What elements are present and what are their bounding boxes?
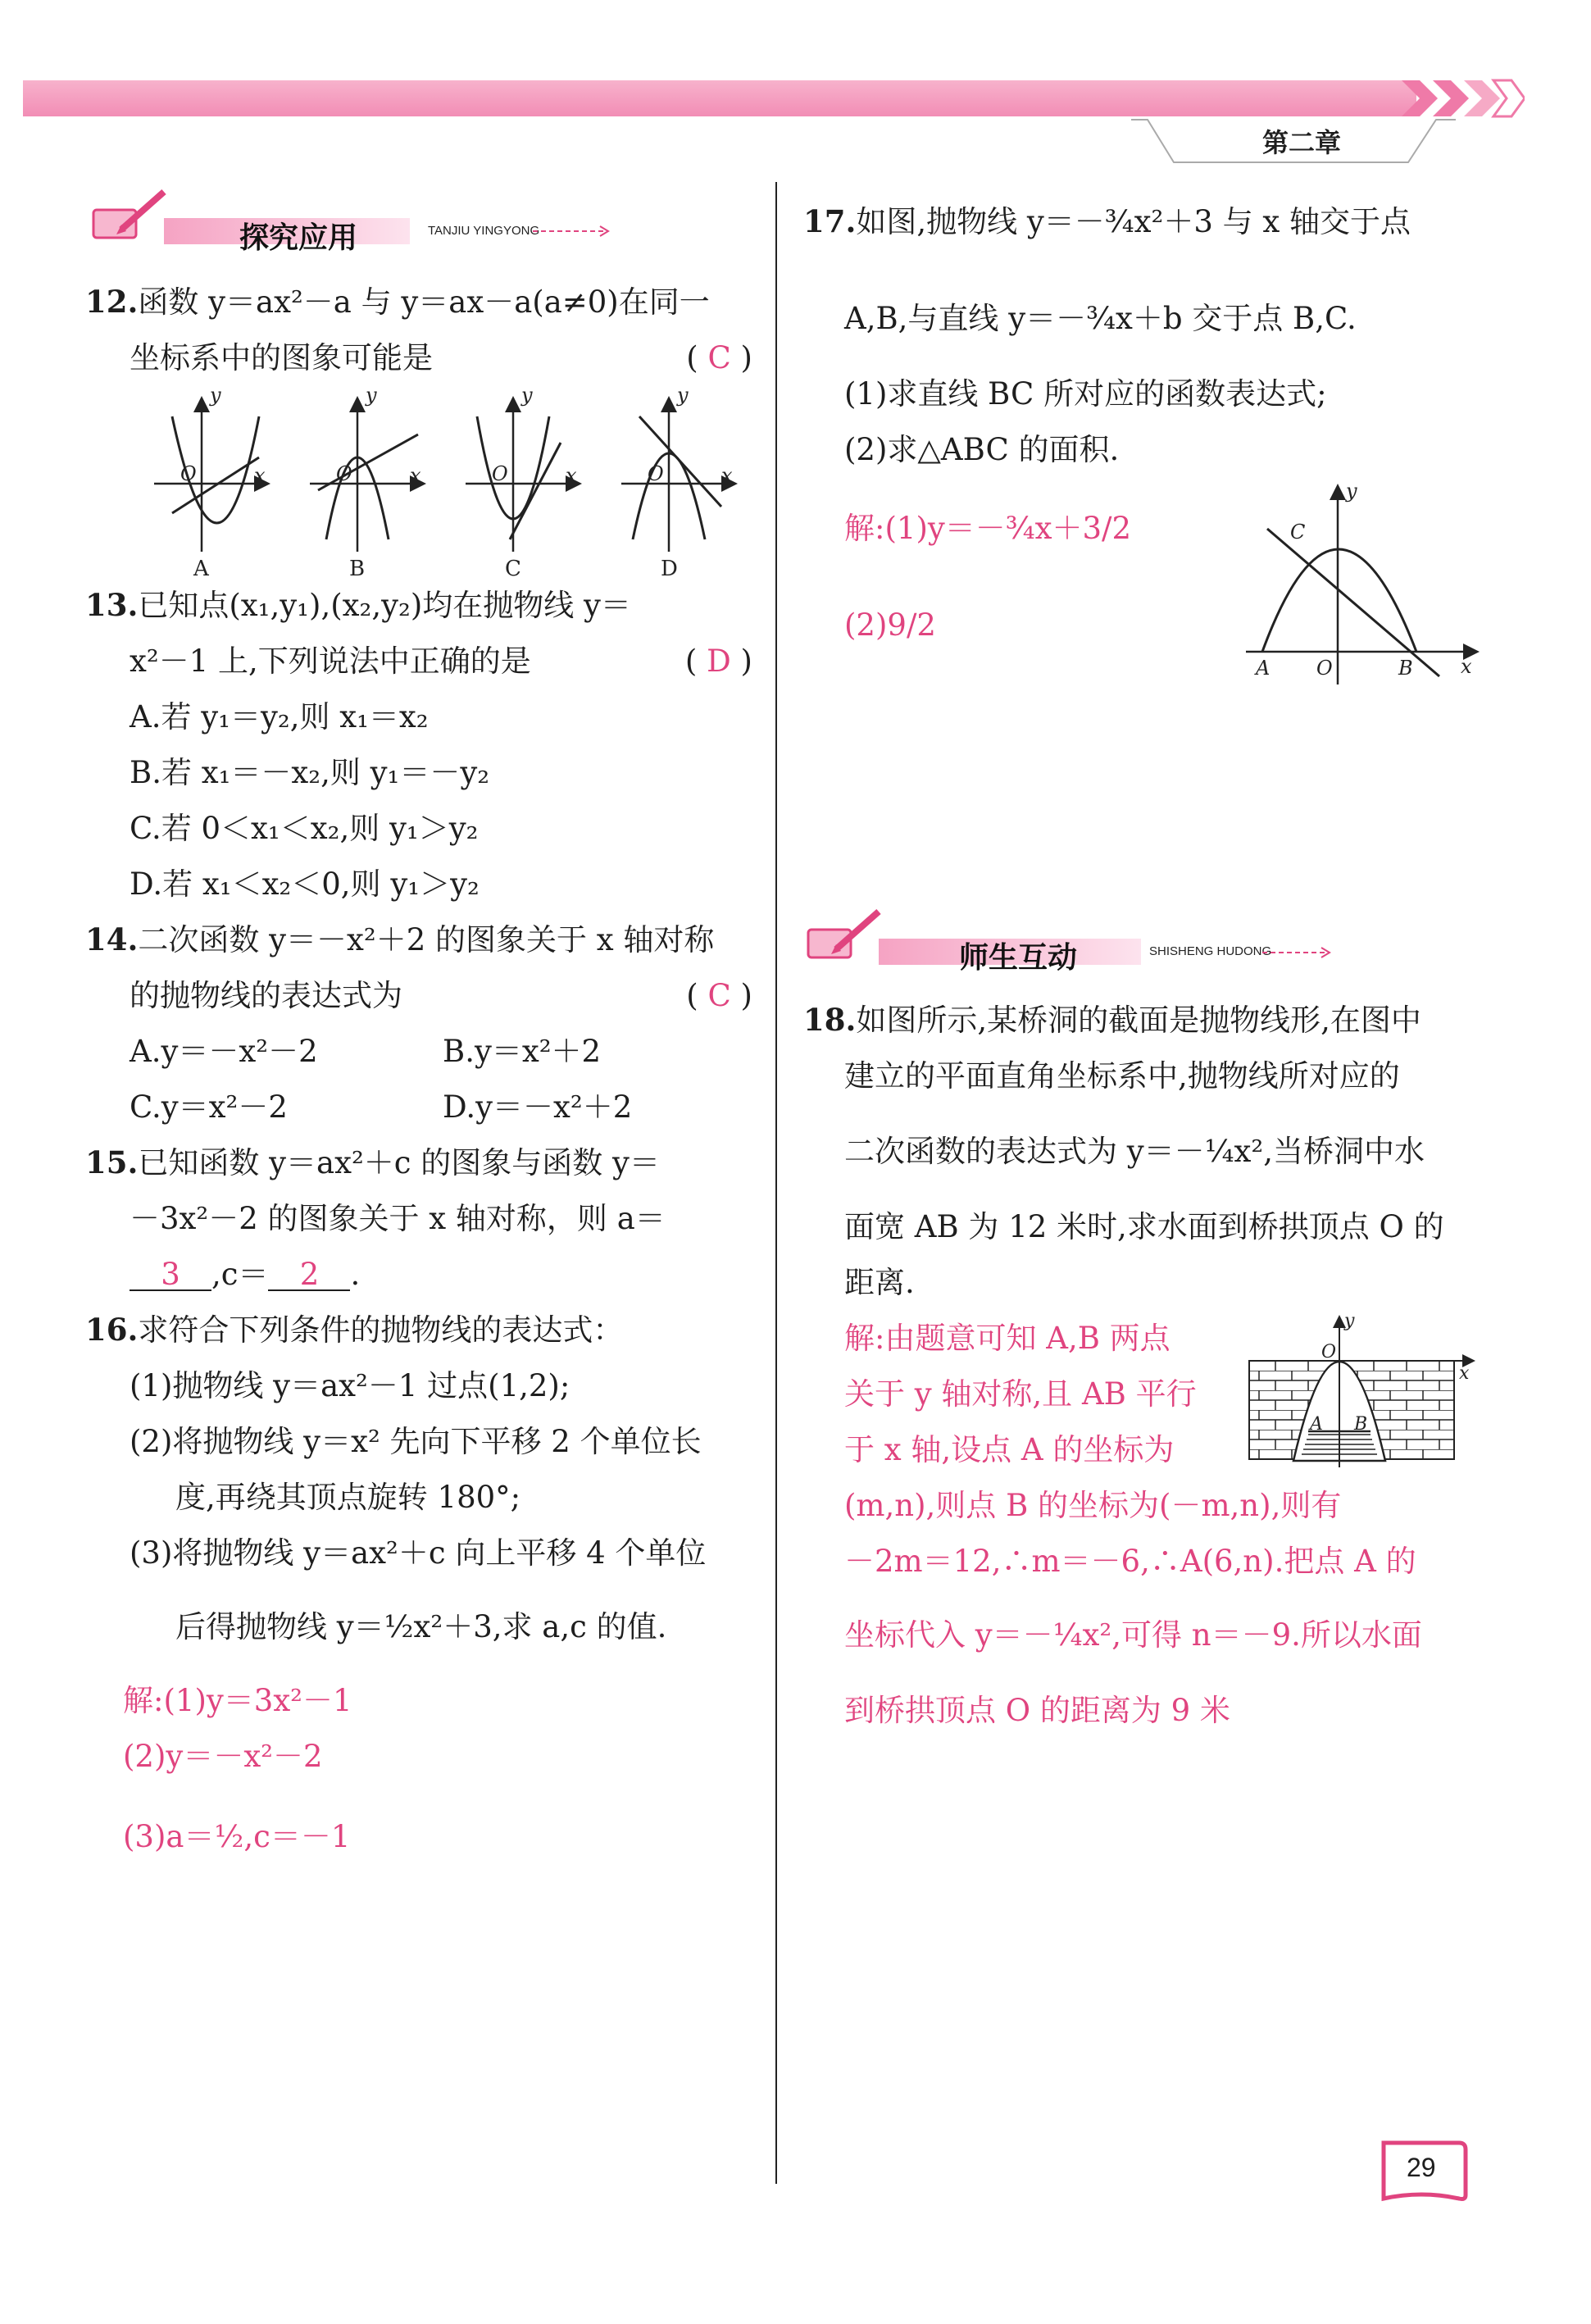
q14-option-a: A.y＝－x²－2 xyxy=(130,1034,318,1069)
q18-bridge-figure xyxy=(1243,1312,1480,1476)
q13-line2: x²－1 上,下列说法中正确的是 ( D ) xyxy=(130,644,752,679)
q15-c-label: ,c＝ xyxy=(211,1257,269,1292)
q12-label-b: B xyxy=(349,557,366,580)
q14-option-c: C.y＝x²－2 xyxy=(130,1089,288,1125)
q18-fig-a: A xyxy=(1310,1414,1323,1435)
q18-solution-3: 于 x 轴,设点 A 的坐标为 xyxy=(844,1432,1175,1467)
q18-solution-6: 坐标代入 y＝－¼x²,可得 n＝－9.所以水面 xyxy=(844,1617,1422,1653)
section-title-explore: 探究应用 xyxy=(239,221,358,255)
svg-text:x: x xyxy=(410,464,421,487)
svg-text:x: x xyxy=(721,464,733,487)
q17-text-1: 如图,抛物线 y＝－¾x²＋3 与 x 轴交于点 xyxy=(856,204,1411,239)
q16-part3a: (3)将抛物线 y＝ax²＋c 向上平移 4 个单位 xyxy=(130,1535,707,1571)
q18-fig-x: x xyxy=(1459,1363,1470,1384)
q14-text-2: 的抛物线的表达式为 xyxy=(130,978,402,1013)
svg-text:y: y xyxy=(210,384,221,407)
svg-text:y: y xyxy=(366,384,377,407)
q12-label-c: C xyxy=(505,557,521,580)
q13-text-2: x²－1 上,下列说法中正确的是 xyxy=(130,644,531,679)
svg-text:O: O xyxy=(336,462,352,485)
q18-solution-2: 关于 y 轴对称,且 AB 平行 xyxy=(844,1376,1197,1412)
q12-graph-a xyxy=(154,400,266,552)
q18-number: 18. xyxy=(803,1002,857,1038)
q13-answer: D xyxy=(707,644,731,679)
svg-text:y: y xyxy=(521,384,533,407)
q12-text-1: 函数 y＝ax²－a 与 y＝ax－a(a≠0)在同一 xyxy=(138,284,710,320)
q17-fig-o: O xyxy=(1316,657,1333,680)
q14-text-1: 二次函数 y＝－x²＋2 的图象关于 x 轴对称 xyxy=(138,922,715,957)
q12-graph-d xyxy=(621,400,734,552)
q14-line2: 的抛物线的表达式为 ( C ) xyxy=(130,978,752,1013)
q12-label-d: D xyxy=(661,557,678,580)
q16-part2a: (2)将抛物线 y＝x² 先向下平移 2 个单位长 xyxy=(130,1424,702,1459)
q16-part1: (1)抛物线 y＝ax²－1 过点(1,2); xyxy=(130,1368,570,1403)
q16-number: 16. xyxy=(85,1312,139,1348)
q17-part2: (2)求△ABC 的面积. xyxy=(844,432,1120,467)
q14-number: 14. xyxy=(85,921,139,957)
q16-solution-1: 解:(1)y＝3x²－1 xyxy=(123,1683,352,1718)
q17-part1: (1)求直线 BC 所对应的函数表达式; xyxy=(844,376,1327,412)
q17-number: 17. xyxy=(803,203,857,239)
q16-part2b: 度,再绕其顶点旋转 180°; xyxy=(175,1480,521,1515)
q17-line1 xyxy=(803,203,1411,239)
q18-line1 xyxy=(803,1002,1421,1038)
q17-solution-2: (2)9/2 xyxy=(844,607,936,643)
q16-part3b: 后得抛物线 y＝½x²＋3,求 a,c 的值. xyxy=(175,1609,667,1644)
section-title-interact: 师生互动 xyxy=(959,941,1078,975)
q18-fig-o: O xyxy=(1321,1342,1337,1362)
svg-text:x: x xyxy=(566,464,577,487)
q18-fig-b: B xyxy=(1354,1414,1368,1435)
q17-fig-x: x xyxy=(1461,655,1472,678)
q14-answer: C xyxy=(707,978,731,1013)
q18-line3: 二次函数的表达式为 y＝－¼x²,当桥洞中水 xyxy=(844,1134,1425,1169)
q14-option-b: B.y＝x²＋2 xyxy=(443,1034,602,1069)
q12-graph-c xyxy=(466,400,578,552)
q13-option-d: D.若 x₁＜x₂＜0,则 y₁＞y₂ xyxy=(130,866,480,902)
q18-solution-1: 解:由题意可知 A,B 两点 xyxy=(844,1321,1171,1356)
q12-label-a: A xyxy=(193,557,209,580)
q13-line1 xyxy=(85,587,631,623)
q17-fig-b: B xyxy=(1398,657,1413,680)
q13-text-1: 已知点(x₁,y₁),(x₂,y₂)均在抛物线 y＝ xyxy=(138,588,631,623)
q13-option-c: C.若 0＜x₁＜x₂,则 y₁＞y₂ xyxy=(130,811,479,846)
q12-line2: 坐标系中的图象可能是 ( C ) xyxy=(130,340,752,375)
q12-text-2: 坐标系中的图象可能是 xyxy=(130,340,433,375)
q15-number: 15. xyxy=(85,1144,139,1180)
q18-fig-y: y xyxy=(1344,1312,1355,1331)
section-pinyin-explore: TANJIU YINGYONG xyxy=(428,224,540,238)
svg-text:O: O xyxy=(492,462,508,485)
q15-line2: －3x²－2 的图象关于 x 轴对称，则 a＝ xyxy=(130,1201,666,1236)
q15-line1 xyxy=(85,1144,660,1180)
q15-answer-c: 2 xyxy=(268,1259,350,1291)
svg-text:O: O xyxy=(180,462,197,485)
q18-solution-7: 到桥拱顶点 O 的距离为 9 米 xyxy=(844,1693,1230,1728)
svg-text:x: x xyxy=(254,464,266,487)
svg-text:O: O xyxy=(648,462,664,485)
q13-option-b: B.若 x₁＝－x₂,则 y₁＝－y₂ xyxy=(130,755,490,790)
q18-line2: 建立的平面直角坐标系中,抛物线所对应的 xyxy=(844,1058,1400,1094)
q16-solution-3: (3)a＝½,c＝－1 xyxy=(123,1819,351,1854)
q18-solution-5: －2m＝12,∴m＝－6,∴A(6,n).把点 A 的 xyxy=(844,1544,1416,1579)
q18-line5: 距离. xyxy=(844,1265,915,1300)
q13-number: 13. xyxy=(85,587,139,623)
dashed-arrow-icon-2 xyxy=(1262,944,1336,961)
q18-line4: 面宽 AB 为 12 米时,求水面到桥拱顶点 O 的 xyxy=(844,1209,1444,1244)
q16-text-1: 求符合下列条件的抛物线的表达式： xyxy=(138,1312,624,1348)
chapter-label: 第二章 xyxy=(1262,127,1342,158)
q18-text-1: 如图所示,某桥洞的截面是抛物线形,在图中 xyxy=(856,1003,1421,1038)
column-divider xyxy=(775,182,777,2184)
svg-text:y: y xyxy=(677,384,689,407)
section-pinyin-interact: SHISHENG HUDONG xyxy=(1149,944,1272,958)
q12-answer: C xyxy=(707,340,731,375)
q17-line2: A,B,与直线 y＝－¾x＋b 交于点 B,C. xyxy=(844,301,1357,336)
q18-solution-4: (m,n),则点 B 的坐标为(－m,n),则有 xyxy=(844,1488,1342,1523)
q12-graphs xyxy=(148,384,754,580)
q12-line1 xyxy=(85,284,710,320)
page-number: 29 xyxy=(1407,2153,1436,2182)
pencil-icon xyxy=(89,187,170,246)
q14-line1 xyxy=(85,921,715,957)
q17-solution-1: 解:(1)y＝－¾x＋3/2 xyxy=(844,511,1132,546)
q14-option-d: D.y＝－x²＋2 xyxy=(443,1089,633,1125)
q13-option-a: A.若 y₁＝y₂,则 x₁＝x₂ xyxy=(130,699,429,734)
q16-line1 xyxy=(85,1312,624,1348)
q15-end: . xyxy=(350,1257,361,1292)
q16-solution-2: (2)y＝－x²－2 xyxy=(123,1739,323,1774)
q17-fig-a: A xyxy=(1256,657,1271,680)
q15-text-1: 已知函数 y＝ax²＋c 的图象与函数 y＝ xyxy=(138,1145,660,1180)
dashed-arrow-icon xyxy=(533,223,615,239)
q12-number: 12. xyxy=(85,284,139,320)
q17-fig-y: y xyxy=(1346,480,1357,503)
q12-graph-b xyxy=(310,400,422,552)
q15-line3 xyxy=(130,1259,360,1291)
pencil-icon-2 xyxy=(803,907,885,966)
q17-figure xyxy=(1238,480,1484,693)
q17-fig-c: C xyxy=(1290,521,1306,543)
header-band xyxy=(23,80,1416,116)
q15-answer-a: 3 xyxy=(130,1259,211,1291)
